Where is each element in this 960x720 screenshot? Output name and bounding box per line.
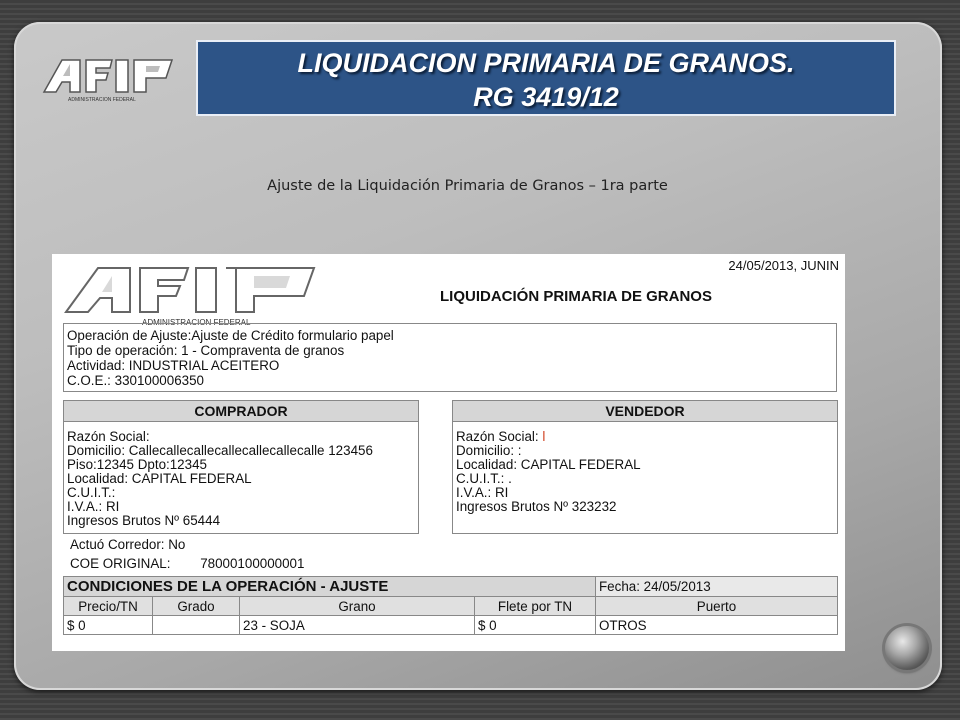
operation-line: Actividad: INDUSTRIAL ACEITERO — [67, 358, 280, 373]
table-cell: $ 0 — [64, 616, 153, 635]
operation-line: C.O.E.: 330100006350 — [67, 373, 204, 388]
table-cell: OTROS — [596, 616, 838, 635]
table-row — [64, 616, 838, 635]
coe-original — [70, 556, 304, 571]
slide-title-line1: LIQUIDACION PRIMARIA DE GRANOS. — [297, 48, 795, 78]
seller-line: Localidad: CAPITAL FEDERAL — [456, 457, 641, 472]
seller-header: VENDEDOR — [453, 401, 837, 422]
buyer-line: C.U.I.T.: — [67, 485, 116, 500]
coe-original-value: 78000100000001 — [200, 556, 305, 571]
column-header: Puerto — [596, 597, 838, 616]
logo-subtext: ADMINISTRACION FEDERAL — [68, 97, 136, 103]
seller-line: Domicilio: : — [456, 443, 522, 458]
table-cell: $ 0 — [475, 616, 596, 635]
column-header: Grado — [153, 597, 240, 616]
corredor-text: Actuó Corredor: No — [70, 537, 186, 552]
seller-razon-social — [456, 430, 834, 444]
column-header: Grano — [240, 597, 475, 616]
slide-title-line2: RG 3419/12 — [473, 82, 619, 112]
operation-info — [63, 323, 837, 392]
buyer-line: I.V.A.: RI — [67, 499, 120, 514]
knob-button[interactable] — [885, 626, 929, 670]
operation-line: Operación de Ajuste:Ajuste de Crédito formulario papel — [67, 328, 394, 343]
buyer-line: Localidad: CAPITAL FEDERAL — [67, 471, 252, 486]
buyer-line: Ingresos Brutos Nº 65444 — [67, 513, 221, 528]
buyer-line: Razón Social: — [67, 429, 150, 444]
afip-document-logo-icon — [64, 260, 324, 328]
conditions-header: CONDICIONES DE LA OPERACIÓN - AJUSTE — [64, 577, 596, 597]
seller-box — [452, 400, 838, 534]
seller-line: Ingresos Brutos Nº 323232 — [456, 499, 617, 514]
buyer-line: Piso:12345 Dpto:12345 — [67, 457, 207, 472]
seller-line: C.U.I.T.: . — [456, 471, 512, 486]
conditions-table — [63, 576, 838, 635]
operation-line: Tipo de operación: 1 - Compraventa de granos — [67, 343, 345, 358]
column-header: Precio/TN — [64, 597, 153, 616]
document-date: 24/05/2013, JUNIN — [728, 258, 839, 273]
seller-razon-label: Razón Social: — [456, 429, 539, 444]
conditions-date: Fecha: 24/05/2013 — [596, 577, 838, 597]
table-cell — [153, 616, 240, 635]
slide-title — [196, 40, 896, 116]
afip-logo-icon — [40, 48, 180, 104]
column-header: Flete por TN — [475, 597, 596, 616]
table-cell: 23 - SOJA — [240, 616, 475, 635]
document-title: LIQUIDACIÓN PRIMARIA DE GRANOS — [440, 288, 712, 305]
document-image — [52, 254, 845, 651]
seller-line: I.V.A.: RI — [456, 485, 509, 500]
buyer-header: COMPRADOR — [64, 401, 418, 422]
coe-original-label: COE ORIGINAL: — [70, 556, 171, 571]
buyer-line: Domicilio: Callecallecallecallecallecallecalle 123456 — [67, 443, 373, 458]
buyer-box — [63, 400, 419, 534]
seller-razon-value: l — [542, 429, 546, 444]
slide-subtitle: Ajuste de la Liquidación Primaria de Granos – 1ra parte — [267, 178, 668, 194]
doc-logo-subtext: ADMINISTRACION FEDERAL — [142, 318, 251, 327]
